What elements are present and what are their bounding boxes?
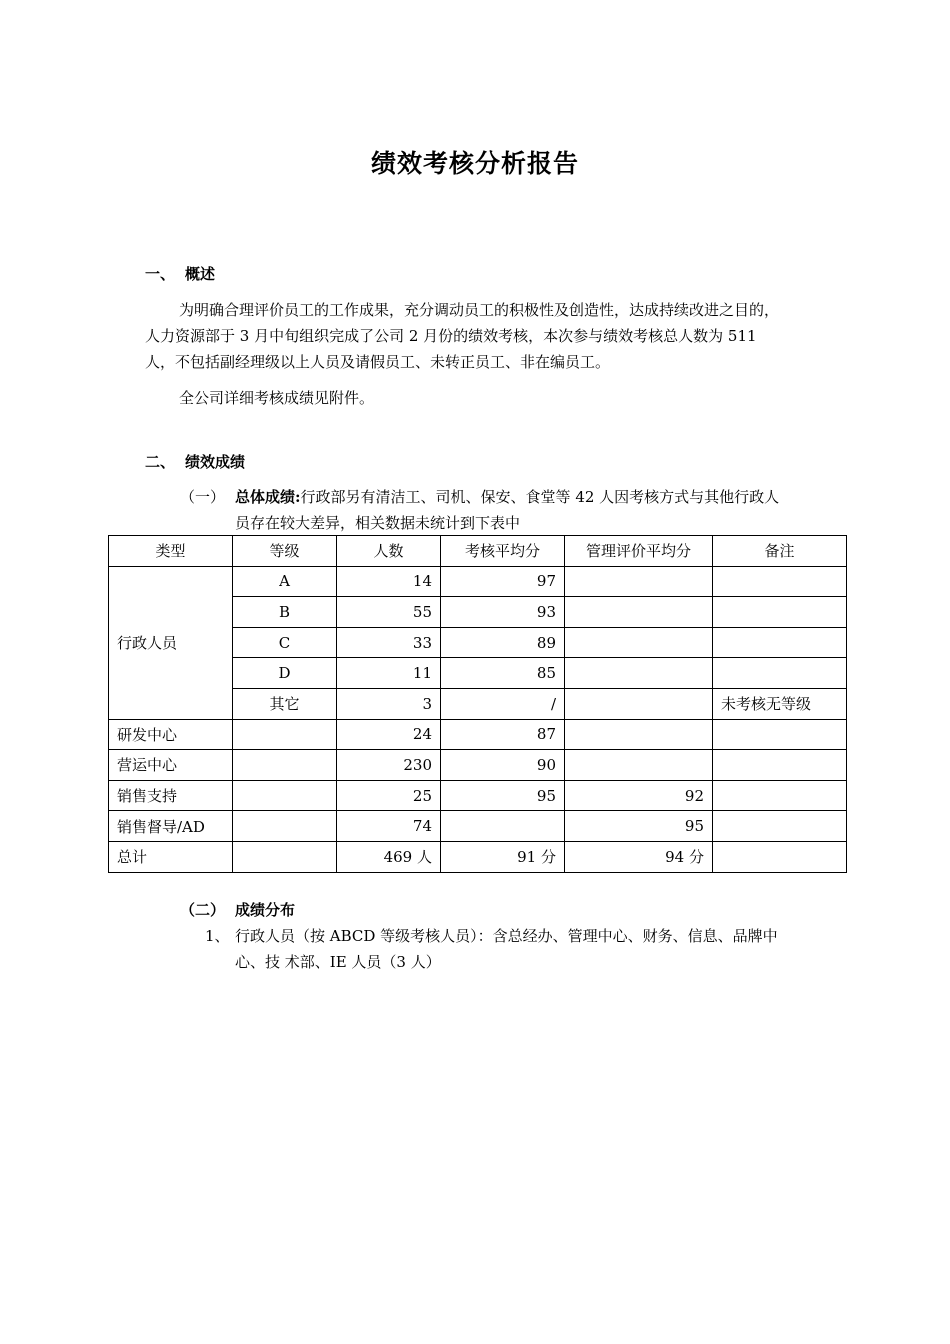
note-cell [713,719,847,750]
mgr-cell [565,566,713,597]
mgr-cell [565,688,713,719]
avg-cell [441,811,565,842]
table-header-row [109,536,847,567]
count-cell: 14 [337,566,441,597]
subsection-overall [180,484,790,536]
table-row [109,811,847,842]
count-cell: 55 [337,597,441,628]
subsection-label: （一） [180,488,226,506]
mgr-cell: 95 [565,811,713,842]
mgr-cell: 92 [565,780,713,811]
overview-paragraph: 为明确合理评价员工的工作成果，充分调动员工的积极性及创造性，达成持续改进之目的，人力资源部于 3 月中旬组织完成了公司 2 月份的绩效考核，本次参与绩效考核总人数为 511 人，不包括副经理级以上人员及请假员工、未转正员工、非在编员工。 [145,301,780,371]
grade-cell [233,811,337,842]
type-cell: 总计 [109,841,233,872]
avg-cell: 91 分 [441,841,565,872]
note-cell [713,597,847,628]
note-cell: 未考核无等级 [713,688,847,719]
count-cell: 74 [337,811,441,842]
header-cell: 人数 [337,536,441,567]
avg-cell: 90 [441,750,565,781]
note-cell [713,627,847,658]
subsection-body [235,897,785,923]
count-cell: 25 [337,780,441,811]
table-row [109,780,847,811]
note-cell [713,750,847,781]
section-title: 绩效成绩 [185,453,246,471]
note-cell [713,566,847,597]
note-cell [713,811,847,842]
list-item-number: 1、 [205,927,230,945]
count-cell: 230 [337,750,441,781]
list-item [205,923,790,975]
subsection-body [235,484,785,536]
type-cell: 销售支持 [109,780,233,811]
table-row [109,750,847,781]
section-number: 一、 [145,265,176,283]
grade-cell: A [233,566,337,597]
count-cell: 11 [337,658,441,689]
grade-cell: C [233,627,337,658]
table-row [109,566,847,597]
table-row [109,719,847,750]
avg-cell: 85 [441,658,565,689]
mgr-cell [565,750,713,781]
avg-cell: 87 [441,719,565,750]
section-title: 概述 [185,265,216,283]
group-cell: 行政人员 [109,566,233,719]
header-cell: 类型 [109,536,233,567]
attachment-note: 全公司详细考核成绩见附件。 [179,389,375,407]
grade-cell [233,719,337,750]
list-item-text: 行政人员（按 ABCD 等级考核人员）：含总经办、管理中心、财务、信息、品牌中心、技 术部、IE 人员（3 人） [235,927,778,971]
avg-cell: / [441,688,565,719]
grade-cell [233,841,337,872]
section-heading-performance [145,451,245,472]
note-cell [713,780,847,811]
subsection-label: （二） [180,901,226,919]
avg-cell: 89 [441,627,565,658]
subsection-text: 行政部另有清洁工、司机、保安、食堂等 42 人因考核方式与其他行政人员存在较大差异，相关数据未统计到下表中 [235,488,780,532]
header-cell: 备注 [713,536,847,567]
count-cell: 469 人 [337,841,441,872]
avg-cell: 95 [441,780,565,811]
mgr-cell [565,597,713,628]
table-total-row [109,841,847,872]
type-cell: 销售督导/AD [109,811,233,842]
section-number: 二、 [145,453,176,471]
grade-cell: D [233,658,337,689]
count-cell: 3 [337,688,441,719]
subsection-bold: 成绩分布 [235,901,296,919]
mgr-cell: 94 分 [565,841,713,872]
count-cell: 24 [337,719,441,750]
mgr-cell [565,719,713,750]
note-cell [713,841,847,872]
type-cell: 研发中心 [109,719,233,750]
count-cell: 33 [337,627,441,658]
section-heading-overview [145,263,215,284]
header-cell: 管理评价平均分 [565,536,713,567]
subsection-distribution [180,897,790,923]
mgr-cell [565,627,713,658]
note-cell [713,658,847,689]
avg-cell: 97 [441,566,565,597]
grade-cell [233,750,337,781]
avg-cell: 93 [441,597,565,628]
header-cell: 考核平均分 [441,536,565,567]
mgr-cell [565,658,713,689]
page-title: 绩效考核分析报告 [370,149,579,178]
grade-cell: 其它 [233,688,337,719]
subsection-bold: 总体成绩: [235,488,301,506]
grade-cell [233,780,337,811]
header-cell: 等级 [233,536,337,567]
grade-cell: B [233,597,337,628]
results-table [108,535,847,873]
type-cell: 营运中心 [109,750,233,781]
